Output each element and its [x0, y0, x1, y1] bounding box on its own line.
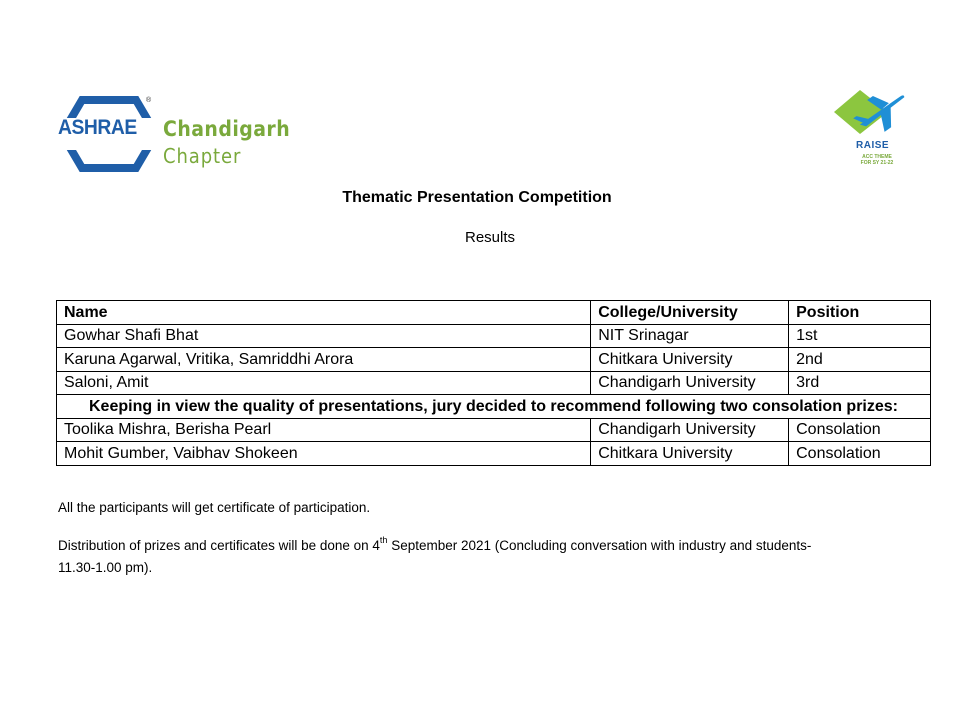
cell-college: NIT Srinagar: [591, 324, 789, 348]
cell-name: Toolika Mishra, Berisha Pearl: [57, 418, 591, 442]
distribution-note: [58, 535, 898, 579]
cell-name: Gowhar Shafi Bhat: [57, 324, 591, 348]
raise-logo: [830, 88, 920, 174]
raise-subtitle-line1: ACC THEME: [862, 154, 892, 160]
distribution-time: 11.30-1.00 pm).: [58, 560, 153, 575]
cell-position: Consolation: [789, 442, 931, 466]
cell-position: Consolation: [789, 418, 931, 442]
cell-name: Mohit Gumber, Vaibhav Shokeen: [57, 442, 591, 466]
raise-title: RAISE: [856, 140, 890, 151]
consolation-note: Keeping in view the quality of presentations, jury decided to recommend following two consolation prizes:: [57, 395, 931, 419]
results-table: [56, 300, 931, 466]
ordinal-suffix: th: [379, 535, 388, 545]
airplane-icon: [830, 88, 920, 144]
cell-name: Karuna Agarwal, Vritika, Samriddhi Arora: [57, 348, 591, 372]
table-row: [57, 442, 931, 466]
header-position: Position: [789, 301, 931, 325]
cell-college: Chandigarh University: [591, 418, 789, 442]
cell-position: 1st: [789, 324, 931, 348]
document-title: Thematic Presentation Competition: [342, 189, 612, 206]
consolation-note-row: [57, 395, 931, 419]
cell-name: Saloni, Amit: [57, 371, 591, 395]
header-college: College/University: [591, 301, 789, 325]
table-row: [57, 418, 931, 442]
cell-college: Chitkara University: [591, 348, 789, 372]
table-header-row: [57, 301, 931, 325]
ashrae-chapter-logo: [56, 96, 306, 172]
certificate-note: All the participants will get certificate of participation.: [58, 500, 371, 515]
document-subtitle: Results: [464, 229, 516, 246]
registered-mark: ®: [146, 97, 152, 104]
distribution-text-cont: September 2021 (Concluding conversation with industry and students-: [387, 538, 812, 553]
chapter-label: Chapter: [163, 144, 242, 168]
raise-subtitle: [850, 154, 904, 166]
cell-position: 3rd: [789, 371, 931, 395]
cell-position: 2nd: [789, 348, 931, 372]
ashrae-wordmark: ASHRAE: [58, 116, 137, 139]
chapter-city-name: Chandigarh: [163, 117, 291, 141]
distribution-text: Distribution of prizes and certificates will be done on 4: [58, 538, 380, 553]
table-row: [57, 324, 931, 348]
cell-college: Chandigarh University: [591, 371, 789, 395]
cell-college: Chitkara University: [591, 442, 789, 466]
table-row: [57, 371, 931, 395]
raise-subtitle-line2: FOR SY 21-22: [860, 160, 894, 166]
table-row: [57, 348, 931, 372]
header-name: Name: [57, 301, 591, 325]
